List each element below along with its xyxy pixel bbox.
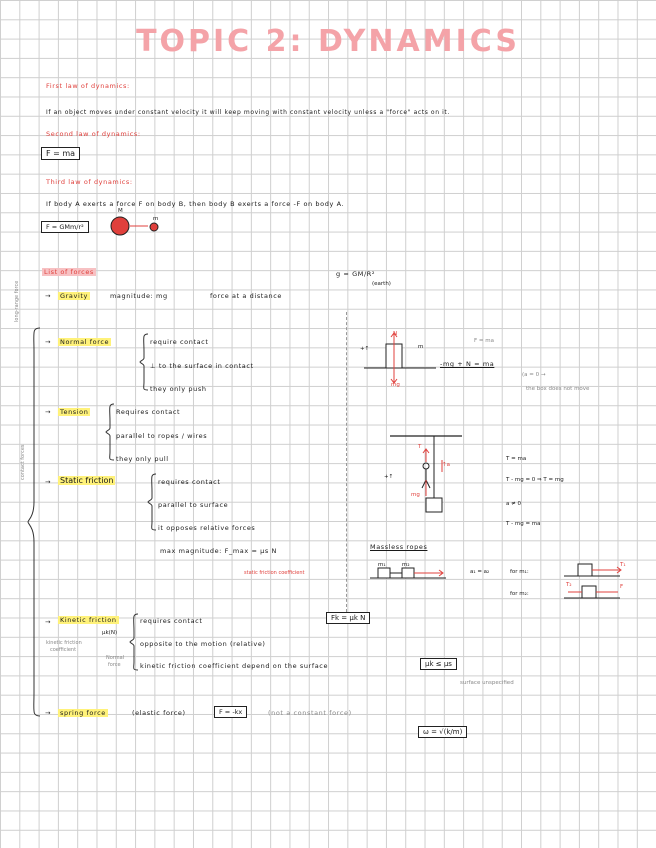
kinetic-friction-label: Kinetic friction <box>60 616 117 624</box>
label-T2: T₂ <box>566 582 572 588</box>
static-item-2: parallel to surface <box>158 501 229 509</box>
first-law-heading: First law of dynamics: <box>46 82 130 90</box>
label-m: m <box>153 216 159 222</box>
third-law-heading: Third law of dynamics: <box>46 178 133 186</box>
normal-force-label: Normal force <box>60 338 110 346</box>
kinetic-item-3: kinetic friction coefficient depend on the surface <box>140 662 329 670</box>
kinetic-normal-note2: force <box>108 662 121 668</box>
gravity-label: Gravity <box>60 292 88 300</box>
normal-diagram-mg: mg <box>391 382 400 388</box>
gravity-law-formula: F = GMm/r² <box>41 221 89 233</box>
long-range-side-label: long-range force <box>14 280 20 322</box>
spring-note: (not a constant force) <box>268 709 352 717</box>
label-M: M <box>118 208 123 214</box>
static-coefficient-note: static friction coefficient <box>244 570 305 576</box>
small-body-icon <box>150 223 158 231</box>
kinetic-normal-note1: Normal <box>106 655 125 661</box>
contact-forces-side-label: contact forces <box>20 444 26 480</box>
rope-m2: m₂ <box>402 562 410 568</box>
forces-heading: List of forces <box>44 268 94 276</box>
normal-diagram-plus: +↑ <box>360 346 370 352</box>
normal-eq4: the box does not move <box>526 386 590 392</box>
for-m1: for m₁: <box>510 569 529 575</box>
bodies-diagram <box>108 208 168 240</box>
tension-eq1: T = ma <box>506 456 527 462</box>
normal-item-1: require contact <box>150 338 209 346</box>
tension-eq3: a ≠ 0 <box>506 501 521 507</box>
tension-diagram-T: T <box>418 444 422 450</box>
label-T1: T₁ <box>620 562 626 568</box>
kinetic-formula: Fk = μk N <box>326 612 370 624</box>
static-max-magnitude: max magnitude: F_max = μs N <box>160 547 278 555</box>
kinetic-side-note1: kinetic friction <box>46 640 82 646</box>
tension-item-3: they only pull <box>116 455 169 463</box>
normal-eq2: -mg + N = ma <box>440 360 495 368</box>
second-law-heading: Second law of dynamics: <box>46 130 141 138</box>
normal-diagram-N: N <box>393 331 398 337</box>
rope-m1: m₁ <box>378 562 386 568</box>
kinetic-inequality: μk ≤ μs <box>420 658 457 670</box>
tension-diagram-plus: +↑ <box>384 474 394 480</box>
tension-diagram-a: ↑a <box>442 462 450 468</box>
normal-eq3: (a = 0 → <box>522 372 546 378</box>
contact-forces-bracket <box>26 322 46 722</box>
tension-eq2: T - mg = 0 ⇒ T = mg <box>506 477 564 483</box>
tension-item-2: parallel to ropes / wires <box>116 432 208 440</box>
kinetic-item-2: opposite to the motion (relative) <box>140 640 266 648</box>
spring-omega: ω = √(k/m) <box>418 726 467 738</box>
tension-label: Tension <box>60 408 89 416</box>
kinetic-item-1: requires contact <box>140 617 203 625</box>
g-formula: g = GM/R² <box>336 270 376 278</box>
spring-force-label: spring force <box>60 709 106 717</box>
second-law-formula: F = ma <box>41 147 80 160</box>
normal-item-2: ⊥ to the surface in contact <box>150 362 254 370</box>
kinetic-side-note2: coefficient <box>50 647 77 653</box>
gravity-text: magnitude: mg <box>110 292 168 300</box>
divider <box>346 312 347 612</box>
tension-eq4: T - mg = ma <box>506 521 541 527</box>
g-note: (earth) <box>372 281 391 287</box>
gravity-note: force at a distance <box>210 292 283 300</box>
for-m2: for m₂: <box>510 591 529 597</box>
kinetic-inequality-note: surface unspecified <box>460 680 514 686</box>
spring-force-sub: (elastic force) <box>132 709 186 717</box>
tension-diagram-mg: mg <box>411 492 420 498</box>
normal-diagram-m: m <box>418 344 424 350</box>
static-friction-label: Static friction <box>60 476 114 485</box>
a-equal: a₁ = a₂ <box>470 569 490 575</box>
first-law-text: If an object moves under constant velocity it will keep moving with constant velocity unless a "force" acts on it. <box>46 109 450 116</box>
page-title: TOPIC 2: DYNAMICS <box>136 24 520 59</box>
normal-eq1: F = ma <box>474 338 494 344</box>
static-item-1: requires contact <box>158 478 221 486</box>
massless-ropes-label: Massless ropes <box>370 543 428 551</box>
kinetic-mu-label: μk(N) <box>102 630 118 636</box>
label-F: F <box>620 584 624 590</box>
spring-formula: F = -kx <box>214 706 247 718</box>
static-item-3: it opposes relative forces <box>158 524 256 532</box>
large-body-icon <box>111 217 129 235</box>
normal-item-3: they only push <box>150 385 207 393</box>
third-law-text: If body A exerts a force F on body B, then body B exerts a force -F on body A. <box>46 200 345 208</box>
tension-diagram <box>386 432 466 516</box>
tension-item-1: Requires contact <box>116 408 181 416</box>
